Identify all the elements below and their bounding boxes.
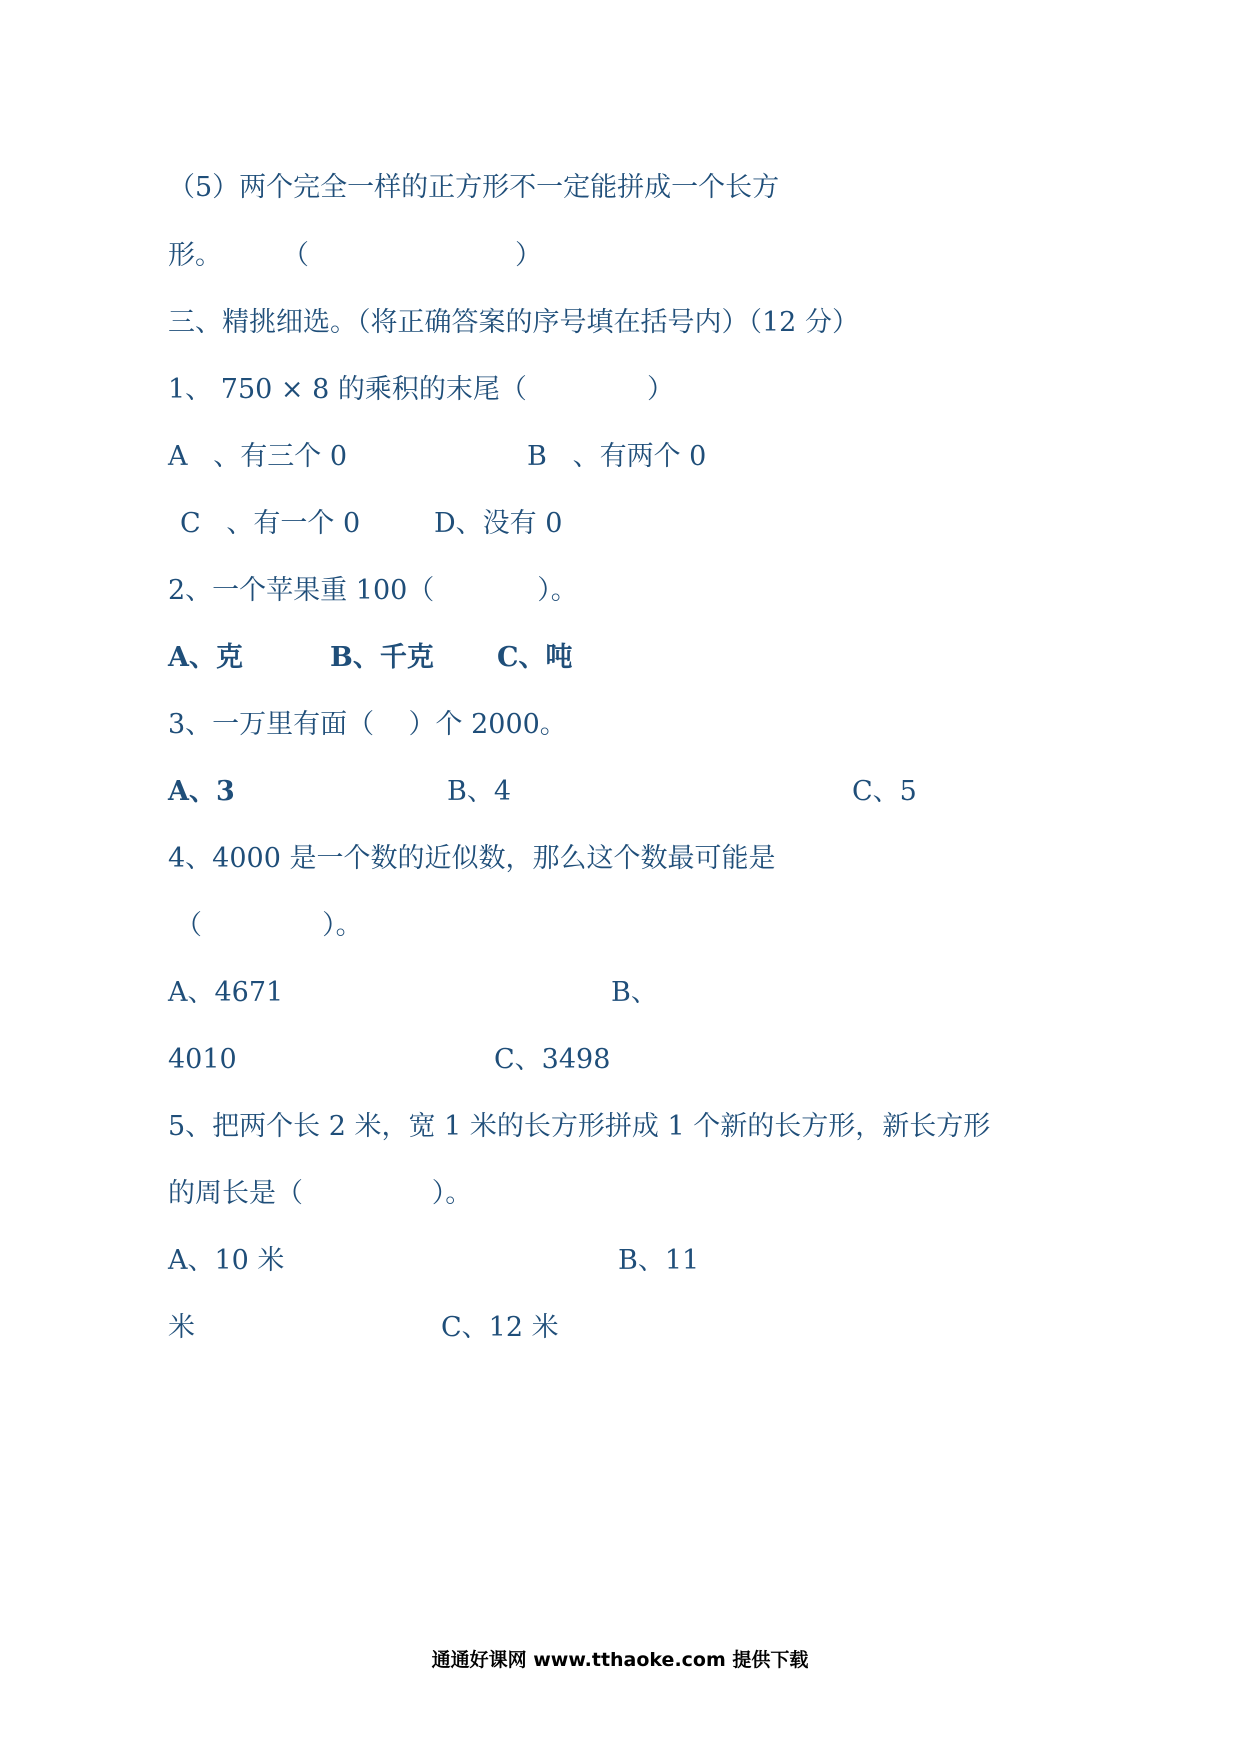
section3-title: 三、精挑细选。（将正确答案的序号填在括号内）（12 分） xyxy=(168,307,859,338)
question-3-option-c: C、5 xyxy=(852,776,917,807)
question-1-option-c: C 、有一个 0 xyxy=(180,508,361,539)
question-5-continued: 的周长是（ ）。 xyxy=(168,1178,473,1209)
q5-answer-parens: （ ） xyxy=(282,240,542,271)
question-5: 5、把两个长 2 米，宽 1 米的长方形拼成 1 个新的长方形，新长方形 xyxy=(168,1111,991,1142)
question-4-option-c: C、3498 xyxy=(494,1044,611,1075)
q5-statement: （5）两个完全一样的正方形不一定能拼成一个长方 xyxy=(168,172,780,203)
question-3-option-b: B、4 xyxy=(447,776,512,807)
question-5-option-a: A、10 米 xyxy=(168,1245,285,1276)
question-5-option-b-unit: 米 xyxy=(168,1312,195,1343)
question-3: 3、一万里有面（ ）个 2000。 xyxy=(168,709,567,740)
question-2: 2、一个苹果重 100（ ）。 xyxy=(168,575,578,606)
question-5-option-c: C、12 米 xyxy=(441,1312,559,1343)
question-1-option-b: B 、有两个 0 xyxy=(527,441,707,472)
question-4-option-b: B、 xyxy=(611,977,658,1008)
footer-credit: 通通好课网 www.tthaoke.com 提供下载 xyxy=(431,1649,809,1671)
question-1-option-d: D、没有 0 xyxy=(434,508,563,539)
question-1: 1、 750 × 8 的乘积的末尾（ ） xyxy=(168,374,674,405)
question-2-option-b: B、千克 xyxy=(330,642,434,673)
question-1-option-a: A 、有三个 0 xyxy=(168,441,348,472)
q5-end: 形。 xyxy=(168,240,222,271)
question-3-option-a: A、3 xyxy=(168,776,235,807)
question-2-option-c: C、吨 xyxy=(497,642,573,673)
question-4-option-b-value: 4010 xyxy=(168,1044,237,1075)
question-4-answer-parens: （ ）。 xyxy=(175,910,363,941)
question-2-option-a: A、克 xyxy=(168,642,243,673)
question-5-option-b: B、11 xyxy=(618,1245,700,1276)
question-4: 4、4000 是一个数的近似数，那么这个数最可能是 xyxy=(168,843,776,874)
question-4-option-a: A、4671 xyxy=(168,977,284,1008)
